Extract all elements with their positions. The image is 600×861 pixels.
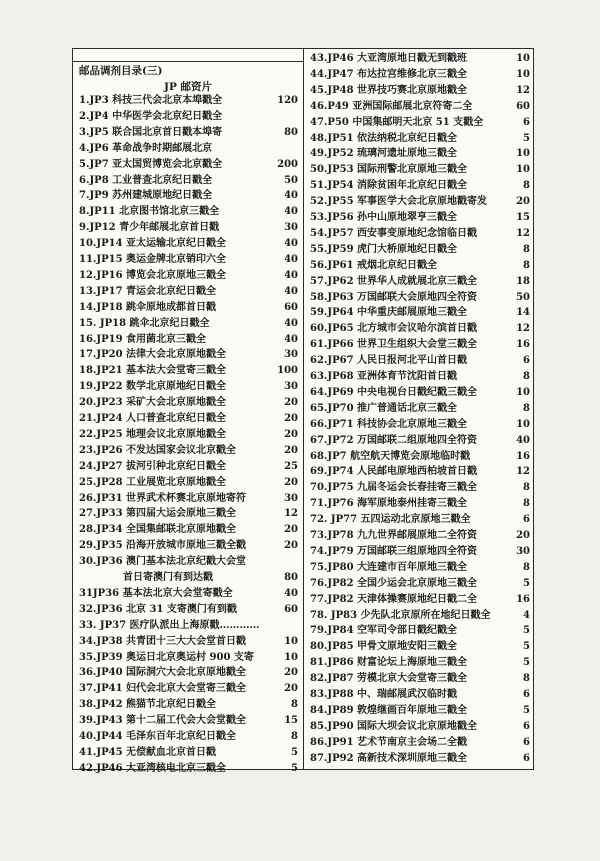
- item-title: 22.JP25 地理会议北京原地戳全: [79, 428, 227, 440]
- item-price: 5: [291, 762, 298, 774]
- list-item: [306, 369, 533, 384]
- item-price: 40: [284, 587, 298, 599]
- list-item: [306, 290, 533, 305]
- item-title: 86.JP91 艺术节南京主会场二全戳: [310, 736, 468, 748]
- list-item: [306, 162, 533, 177]
- item-title: 67.JP72 万国邮联二组原地四全符资: [310, 434, 478, 446]
- item-price: 120: [277, 95, 298, 106]
- item-price: 12: [516, 323, 530, 335]
- list-item: [75, 554, 301, 569]
- item-title: 33. JP37 医疗队派出上海原戳…………: [79, 619, 260, 631]
- item-price: 15: [284, 715, 298, 727]
- list-item: [306, 655, 533, 670]
- item-title: 64.JP69 中央电视台日戳纪戳三戳全: [310, 386, 478, 398]
- list-item: [75, 729, 301, 744]
- item-price: 40: [516, 434, 530, 446]
- header-rule: [73, 61, 303, 62]
- list-item: [306, 544, 533, 559]
- page-title: 邮品调剂目录(三): [79, 65, 163, 77]
- item-title: 75.JP80 大连建市百年原地三戳全: [310, 561, 468, 573]
- item-title: 16.JP19 食用菌北京三戳全: [79, 333, 207, 345]
- list-item: [306, 321, 533, 336]
- item-price: 30: [284, 381, 298, 393]
- list-item: [75, 268, 301, 283]
- list-item: [75, 650, 301, 665]
- list-item: [306, 480, 533, 495]
- list-item: [75, 602, 301, 617]
- list-item: [75, 252, 301, 267]
- list-item: [306, 560, 533, 575]
- item-price: 40: [284, 206, 298, 218]
- item-price: 8: [523, 180, 530, 192]
- list-item: [75, 347, 301, 362]
- list-item: [75, 236, 301, 251]
- item-title: 41.JP45 无偿献血北京首日戳: [79, 746, 217, 758]
- item-price: 5: [523, 132, 530, 144]
- list-item: [306, 608, 533, 623]
- list-item: [306, 242, 533, 257]
- item-title: 12.JP16 博览会北京原地三戳全: [79, 269, 227, 281]
- item-price: 16: [516, 339, 530, 351]
- list-item: [306, 449, 533, 464]
- list-item: [306, 735, 533, 750]
- item-price: 10: [516, 164, 530, 176]
- item-price: 8: [523, 673, 530, 685]
- list-item: [75, 157, 301, 172]
- item-title: 3.JP5 联合国北京首日戳本埠寄: [79, 126, 223, 138]
- item-price: 6: [523, 720, 530, 732]
- list-item: [306, 51, 533, 66]
- item-price: 20: [284, 476, 298, 488]
- item-price: 80: [284, 126, 298, 138]
- item-title: 37.JP41 妇代会北京大会堂寄三戳全: [79, 683, 247, 695]
- list-item: [75, 681, 301, 696]
- list-item: [75, 379, 301, 394]
- item-title: 60.JP65 北方城市会议哈尔滨首日戳: [310, 323, 478, 335]
- catalog-sheet: [72, 48, 534, 774]
- item-title: 72. JP77 五四运动北京原地三戳全: [310, 514, 471, 526]
- item-title: 84.JP89 敦煌继画百年原地三戳全: [310, 704, 468, 716]
- item-title: 63.JP68 亚洲体育节沈阳首日戳: [310, 371, 458, 382]
- list-item: [306, 512, 533, 527]
- item-title: 29.JP35 沿海开放城市原地三戳全戳: [79, 540, 247, 552]
- item-title: 58.JP63 万国邮联大会原地四全符资: [310, 291, 478, 303]
- list-item: [75, 363, 301, 378]
- item-title: 69.JP74 人民邮电原地西柏坡首日戳: [310, 466, 478, 478]
- item-title: 14.JP18 跳伞原地成都首日戳: [79, 301, 217, 313]
- list-item: [75, 634, 301, 649]
- list-item: [75, 125, 301, 140]
- list-item: [75, 173, 301, 188]
- list-item: [306, 751, 533, 766]
- item-title: 38.JP42 熊猫节北京纪日戳全: [79, 699, 217, 711]
- list-item: [306, 496, 533, 511]
- item-price: 20: [284, 540, 298, 552]
- item-price: 6: [523, 689, 530, 700]
- item-price: 30: [516, 545, 530, 557]
- list-item: [75, 697, 301, 712]
- list-item: [75, 316, 301, 331]
- item-title: 78. JP83 少先队北京原所在地纪日戳全: [310, 609, 491, 621]
- item-title: 7.JP9 苏州建城原地纪日戳全: [79, 190, 213, 202]
- item-price: 40: [284, 285, 298, 297]
- item-title: 49.JP52 琉璃河遗址原地三戳全: [310, 148, 458, 160]
- item-title: 53.JP56 孙中山原地翠亨三戳全: [310, 212, 458, 223]
- item-title: 40.JP44 毛泽东百年北京纪日戳全: [79, 731, 237, 742]
- list-item: [75, 427, 301, 442]
- item-title: 15. JP18 跳伞北京纪日戳全: [79, 317, 210, 329]
- item-title: 68.JP7 航空航天博览会原地临时戳: [310, 450, 471, 462]
- list-item: [306, 592, 533, 607]
- item-price: 50: [284, 174, 298, 186]
- list-item: [75, 220, 301, 235]
- item-price: 40: [284, 238, 298, 250]
- item-price: 10: [516, 53, 530, 64]
- item-title: 4.JP6 革命战争时期邮展北京: [79, 142, 213, 154]
- item-title: 36.JP40 国际洞穴大会北京原地戳全: [79, 667, 247, 679]
- list-item: [75, 109, 301, 124]
- item-price: 10: [516, 386, 530, 398]
- item-title: 24.JP27 拔河引种北京纪日戳全: [79, 460, 227, 472]
- item-title: 23.JP26 不发达国家会议北京戳全: [79, 444, 237, 456]
- list-item: [306, 528, 533, 543]
- item-price: 5: [291, 746, 298, 758]
- item-price: 40: [284, 333, 298, 345]
- item-title: 17.JP20 法律大会北京原地戳全: [79, 349, 227, 361]
- item-price: 6: [523, 752, 530, 764]
- item-price: 12: [516, 84, 530, 96]
- list-item: [306, 194, 533, 209]
- list-item: [306, 719, 533, 734]
- item-title: 54.JP57 西安事变原地纪念馆临日戳: [310, 227, 478, 239]
- item-price: 20: [284, 413, 298, 424]
- list-item: [306, 401, 533, 416]
- item-price: 6: [523, 736, 530, 748]
- list-item: [306, 703, 533, 718]
- item-title: 48.JP51 依法纳税北京纪日戳全: [310, 132, 458, 144]
- list-item: [306, 67, 533, 82]
- list-item: [75, 395, 301, 410]
- section-heading: JP 邮资片: [163, 81, 213, 93]
- item-price: 20: [284, 397, 298, 409]
- item-title: 56.JP61 戒烟北京纪日戳全: [310, 259, 438, 271]
- item-title: 62.JP67 人民日报河北平山首日戳: [310, 355, 468, 367]
- item-price: 18: [516, 275, 530, 287]
- item-title: 13.JP17 青运会北京纪日戳全: [79, 285, 217, 297]
- item-title: 79.JP84 空军司令部日戳纪戳全: [310, 625, 458, 637]
- item-price: 10: [516, 68, 530, 80]
- item-price: 5: [523, 704, 530, 716]
- item-title: 76.JP82 全国少运会北京原地三戳全: [310, 577, 478, 589]
- item-title: 31JP36 基本法北京大会堂寄戳全: [79, 587, 233, 599]
- item-price: 8: [523, 561, 530, 573]
- item-title: 44.JP47 布达拉宫维修北京三戳全: [310, 68, 468, 80]
- item-price: 80: [284, 572, 298, 583]
- item-title: 43.JP46 大亚湾原地日戳无到戳班: [310, 53, 468, 64]
- list-item: [75, 475, 301, 490]
- item-price: 20: [284, 428, 298, 440]
- list-item: [75, 713, 301, 728]
- item-price: 8: [523, 482, 530, 494]
- item-title: 首日寄澳门有到达戳: [123, 572, 213, 583]
- item-price: 40: [284, 254, 298, 265]
- item-title: 65.JP70 推广普通话北京三戳全: [310, 402, 458, 414]
- item-title: 20.JP23 采矿大会北京原地戳全: [79, 397, 227, 409]
- list-item: [306, 258, 533, 273]
- list-item: [306, 353, 533, 368]
- item-price: 40: [284, 269, 298, 281]
- item-title: 28.JP34 全国集邮联北京原地戳全: [79, 524, 237, 536]
- list-item: [306, 178, 533, 193]
- item-price: 16: [516, 450, 530, 462]
- item-title: 66.JP71 科技协会北京原地三戳全: [310, 418, 468, 430]
- list-item: [306, 464, 533, 479]
- list-item: [75, 141, 301, 156]
- list-item: [306, 623, 533, 638]
- list-item: [306, 305, 533, 320]
- list-item: [306, 99, 533, 114]
- item-title: 55.JP59 虎门大桥原地纪日戳全: [310, 243, 458, 255]
- list-item: [306, 274, 533, 289]
- item-title: 27.JP33 第四届大运会原地三戳全: [79, 508, 237, 520]
- item-price: 20: [516, 196, 530, 208]
- item-price: 8: [523, 498, 530, 510]
- list-item: [306, 385, 533, 400]
- list-item: [306, 146, 533, 161]
- item-price: 6: [523, 116, 530, 128]
- item-title: 52.JP55 军事医学大会北京原地戳寄发: [310, 196, 488, 208]
- item-title: 46.P49 亚洲国际邮展北京符寄二全: [310, 100, 473, 112]
- list-item: [306, 417, 533, 432]
- item-title: 9.JP12 青少年邮展北京首日戳: [79, 222, 220, 234]
- item-price: 40: [284, 190, 298, 202]
- item-title: 73.JP78 九九世界邮展原地二全符资: [310, 530, 478, 541]
- item-title: 71.JP76 海军原地泰州挂寄三戳全: [310, 498, 468, 510]
- item-price: 10: [516, 418, 530, 430]
- item-title: 25.JP28 工业展览北京原地戳全: [79, 476, 227, 488]
- item-title: 30.JP36 澳门基本法北京纪戳大会堂: [79, 556, 247, 568]
- item-price: 12: [516, 466, 530, 478]
- item-price: 6: [523, 514, 530, 526]
- item-title: 10.JP14 亚太运输北京纪日戳全: [79, 238, 227, 250]
- item-title: 61.JP66 世界卫生组织大会堂三戳全: [310, 339, 478, 351]
- list-item: [75, 332, 301, 347]
- list-item: [75, 745, 301, 760]
- item-title: 45.JP48 世界技巧赛北京原地戳全: [310, 84, 468, 96]
- item-price: 20: [284, 667, 298, 679]
- item-price: 20: [516, 530, 530, 541]
- list-item: [306, 337, 533, 352]
- item-price: 10: [284, 651, 298, 663]
- item-price: 12: [516, 227, 530, 239]
- list-item: [306, 226, 533, 241]
- item-price: 30: [284, 222, 298, 234]
- item-price: 8: [291, 699, 298, 711]
- list-item: [75, 506, 301, 521]
- list-item: [75, 665, 301, 680]
- item-title: 47.P50 中国集邮明天北京 51 支戳全: [310, 116, 484, 128]
- list-item: [75, 443, 301, 458]
- item-title: 51.JP54 消除贫困年北京纪日戳全: [310, 180, 468, 192]
- item-title: 2.JP4 中华医学会北京纪日戳全: [79, 110, 223, 122]
- item-title: 32.JP36 北京 31 支寄澳门有到戳: [79, 603, 237, 615]
- item-price: 20: [284, 524, 298, 536]
- item-price: 5: [523, 657, 530, 669]
- item-price: 16: [516, 593, 530, 605]
- item-title: 8.JP11 北京图书馆北京三戳全: [79, 206, 220, 218]
- item-price: 8: [523, 402, 530, 414]
- list-item: [75, 188, 301, 203]
- item-price: 5: [523, 625, 530, 637]
- list-item: [306, 83, 533, 98]
- item-price: 60: [284, 301, 298, 313]
- item-price: 8: [523, 259, 530, 271]
- list-item: [75, 204, 301, 219]
- item-title: 85.JP90 国际大坝会议北京原地戳全: [310, 720, 478, 732]
- list-item: [75, 411, 301, 426]
- item-title: 11.JP15 奥运金牌北京销印六全: [79, 254, 227, 265]
- item-price: 15: [516, 212, 530, 223]
- item-price: 30: [284, 492, 298, 504]
- list-item: [306, 210, 533, 225]
- item-price: 50: [516, 291, 530, 303]
- item-title: 5.JP7 亚太国贸博览会北京戳全: [79, 158, 223, 170]
- item-title: 81.JP86 财富论坛上海原地三戳全: [310, 657, 468, 669]
- list-item: [75, 586, 301, 601]
- item-price: 10: [284, 635, 298, 647]
- column-divider: [303, 49, 304, 769]
- list-item: [306, 576, 533, 591]
- item-price: 10: [516, 148, 530, 160]
- item-price: 60: [516, 100, 530, 112]
- item-title: 83.JP88 中、瑞邮展武汉临时戳: [310, 689, 458, 700]
- item-price: 40: [284, 317, 298, 329]
- item-price: 4: [523, 609, 530, 621]
- item-title: 35.JP39 奥运日北京奥运村 900 支寄: [79, 651, 254, 663]
- item-title: 42.JP46 大亚湾核电北京三戳全: [79, 762, 227, 774]
- item-title: 21.JP24 人口普查北京纪日戳全: [79, 413, 227, 424]
- list-item: [75, 93, 301, 108]
- item-price: 6: [523, 355, 530, 367]
- list-item: [306, 639, 533, 654]
- list-item: [75, 618, 301, 633]
- item-price: 14: [516, 307, 530, 319]
- list-item: [75, 491, 301, 506]
- item-price: 20: [284, 683, 298, 695]
- list-item: [75, 459, 301, 474]
- item-price: 5: [523, 577, 530, 589]
- item-title: 19.JP22 数学北京原地纪日戳全: [79, 381, 227, 393]
- item-title: 70.JP75 九届冬运会长春挂寄三戳全: [310, 482, 478, 494]
- list-item: [306, 671, 533, 686]
- item-price: 5: [523, 641, 530, 653]
- list-item: [75, 284, 301, 299]
- list-item: [306, 131, 533, 146]
- item-title: 57.JP62 世界华人成就展北京三戳全: [310, 275, 478, 287]
- list-item: [306, 687, 533, 702]
- item-title: 39.JP43 第十二届工代会大会堂戳全: [79, 715, 247, 727]
- item-price: 8: [523, 243, 530, 255]
- list-item: [306, 433, 533, 448]
- item-title: 18.JP21 基本法大会堂寄三戳全: [79, 365, 227, 377]
- item-title: 77.JP82 天津体操赛原地纪日戳二全: [310, 593, 478, 605]
- item-title: 6.JP8 工业普查北京纪日戳全: [79, 174, 213, 186]
- item-price: 8: [291, 731, 298, 742]
- item-title: 82.JP87 劳模北京大会堂寄三戳全: [310, 673, 468, 685]
- item-title: 26.JP31 世界武术杯赛北京原地寄符: [79, 492, 247, 504]
- list-item: [306, 115, 533, 130]
- item-title: 87.JP92 高新技术深圳原地三戳全: [310, 752, 468, 764]
- item-price: 60: [284, 603, 298, 615]
- item-title: 34.JP38 共青团十三大大会堂首日戳: [79, 635, 247, 647]
- item-price: 12: [284, 508, 298, 520]
- list-item: [75, 300, 301, 315]
- item-title: 74.JP79 万国邮联三组原地四全符资: [310, 545, 478, 557]
- item-title: 80.JP85 甲骨文原地安阳三戳全: [310, 641, 458, 653]
- list-item: [75, 761, 301, 776]
- item-price: 100: [277, 365, 298, 377]
- item-title: 1.JP3 科技三代会北京本埠戳全: [79, 95, 223, 106]
- item-price: 30: [284, 349, 298, 361]
- item-title: 59.JP64 中华重庆邮展原地三戳全: [310, 307, 468, 319]
- item-title: 50.JP53 国际刑警北京原地三戳全: [310, 164, 468, 176]
- list-item: [75, 570, 301, 585]
- item-price: 20: [284, 444, 298, 456]
- item-price: 200: [277, 158, 298, 170]
- item-price: 25: [284, 460, 298, 472]
- list-item: [75, 538, 301, 553]
- item-price: 8: [523, 371, 530, 382]
- list-item: [75, 522, 301, 537]
